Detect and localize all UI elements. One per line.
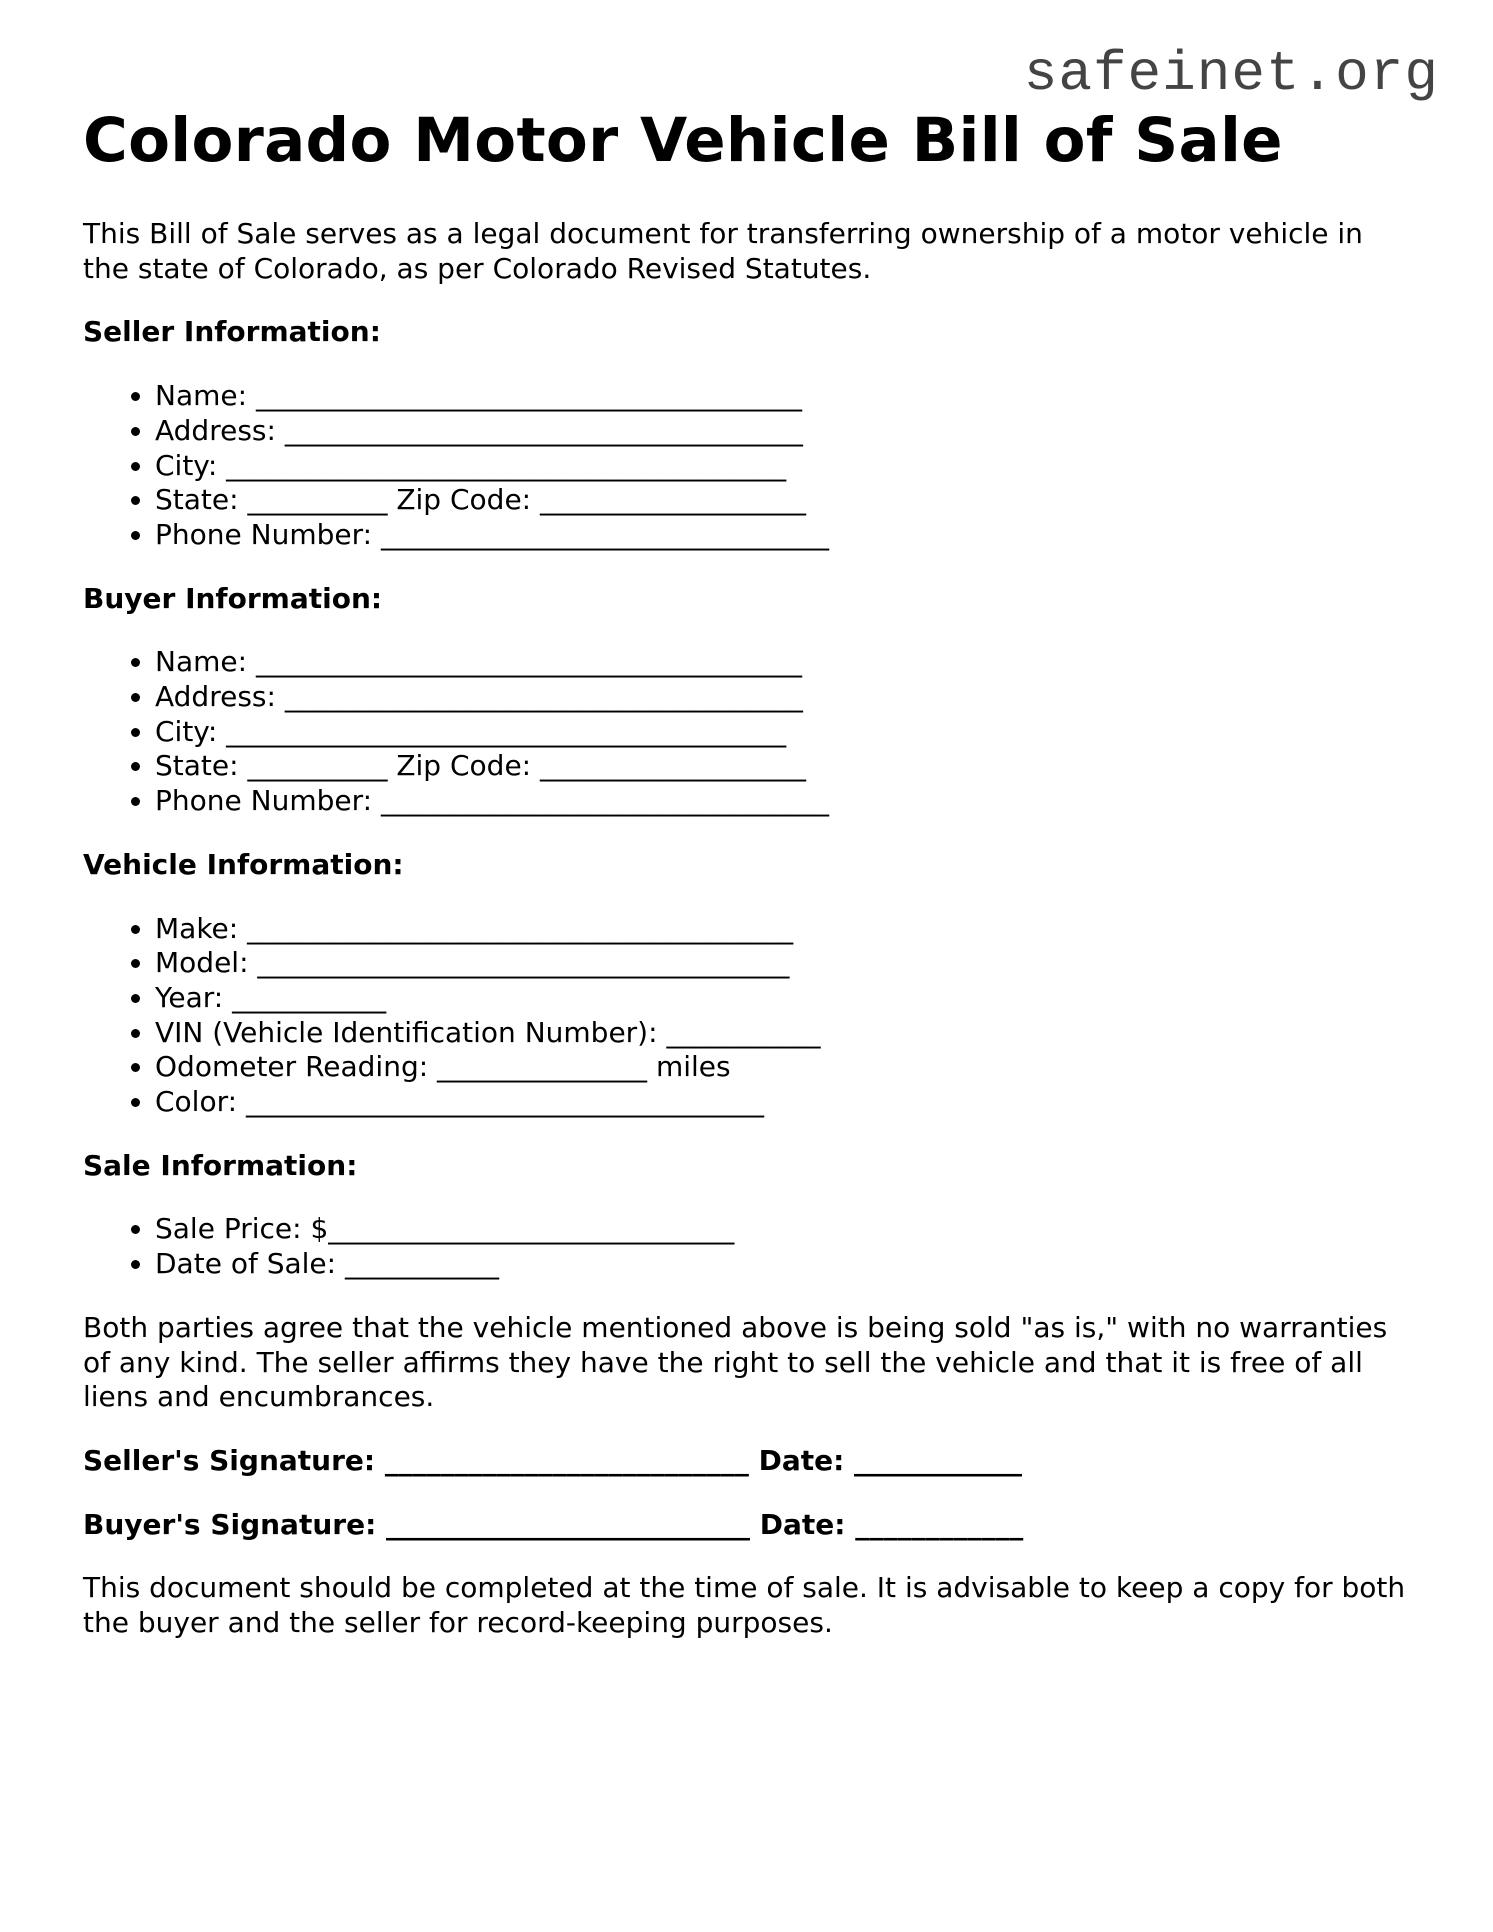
buyer-state-zip-field: • State: __________ Zip Code: ___________________ bbox=[155, 749, 1413, 784]
buyer-name-field: • Name: _______________________________________ bbox=[155, 645, 1413, 680]
seller-address-field: • Address: _____________________________________ bbox=[155, 414, 1413, 449]
buyer-city-field: • City: ________________________________________ bbox=[155, 715, 1413, 750]
vehicle-list bbox=[83, 912, 1413, 1120]
closing-paragraph: This document should be completed at the time of sale. It is advisable to keep a copy for both the buyer and the seller for record-keeping purposes. bbox=[83, 1571, 1406, 1640]
seller-heading: Seller Information: bbox=[83, 315, 381, 349]
vehicle-heading: Vehicle Information: bbox=[83, 847, 404, 881]
document-body bbox=[83, 104, 1413, 1641]
vehicle-color-field: • Color: _____________________________________ bbox=[155, 1085, 1413, 1120]
vehicle-make-field: • Make: _______________________________________ bbox=[155, 912, 1413, 947]
vehicle-model-field: • Model: ______________________________________ bbox=[155, 946, 1413, 981]
buyer-heading: Buyer Information: bbox=[83, 581, 383, 615]
buyer-address-field: • Address: _____________________________________ bbox=[155, 680, 1413, 715]
agreement-paragraph: Both parties agree that the vehicle mentioned above is being sold "as is," with no warranties of any kind. The seller affirms they have the right to sell the vehicle and that it is free of all liens and encumbrances. bbox=[83, 1310, 1388, 1414]
watermark: safeinet.org bbox=[1023, 42, 1439, 106]
vehicle-year-field: • Year: ___________ bbox=[155, 981, 1413, 1016]
sale-heading: Sale Information: bbox=[83, 1148, 358, 1182]
seller-state-zip-field: • State: __________ Zip Code: ___________________ bbox=[155, 483, 1413, 518]
buyer-list bbox=[83, 645, 1413, 819]
intro-paragraph: This Bill of Sale serves as a legal document for transferring ownership of a motor vehicle in the state of Colorado, as per Colorado Revised Statutes. bbox=[83, 217, 1363, 285]
vehicle-vin-field: • VIN (Vehicle Identification Number): ___________ bbox=[155, 1016, 1413, 1051]
sale-date-field: • Date of Sale: ___________ bbox=[155, 1247, 1413, 1282]
seller-list bbox=[83, 379, 1413, 553]
vehicle-odometer-field: • Odometer Reading: _______________ miles bbox=[155, 1050, 1413, 1085]
sale-list bbox=[83, 1212, 1413, 1281]
seller-city-field: • City: ________________________________________ bbox=[155, 449, 1413, 484]
seller-phone-field: • Phone Number: ________________________________ bbox=[155, 518, 1413, 553]
seller-name-field: • Name: _______________________________________ bbox=[155, 379, 1413, 414]
buyer-phone-field: • Phone Number: ________________________________ bbox=[155, 784, 1413, 819]
seller-signature-line: Seller's Signature: __________________________ Date: ____________ bbox=[83, 1443, 1023, 1477]
buyer-signature-line: Buyer's Signature: __________________________ Date: ____________ bbox=[83, 1507, 1024, 1541]
document-title: Colorado Motor Vehicle Bill of Sale bbox=[83, 105, 1283, 176]
sale-price-field: • Sale Price: $_____________________________ bbox=[155, 1212, 1413, 1247]
